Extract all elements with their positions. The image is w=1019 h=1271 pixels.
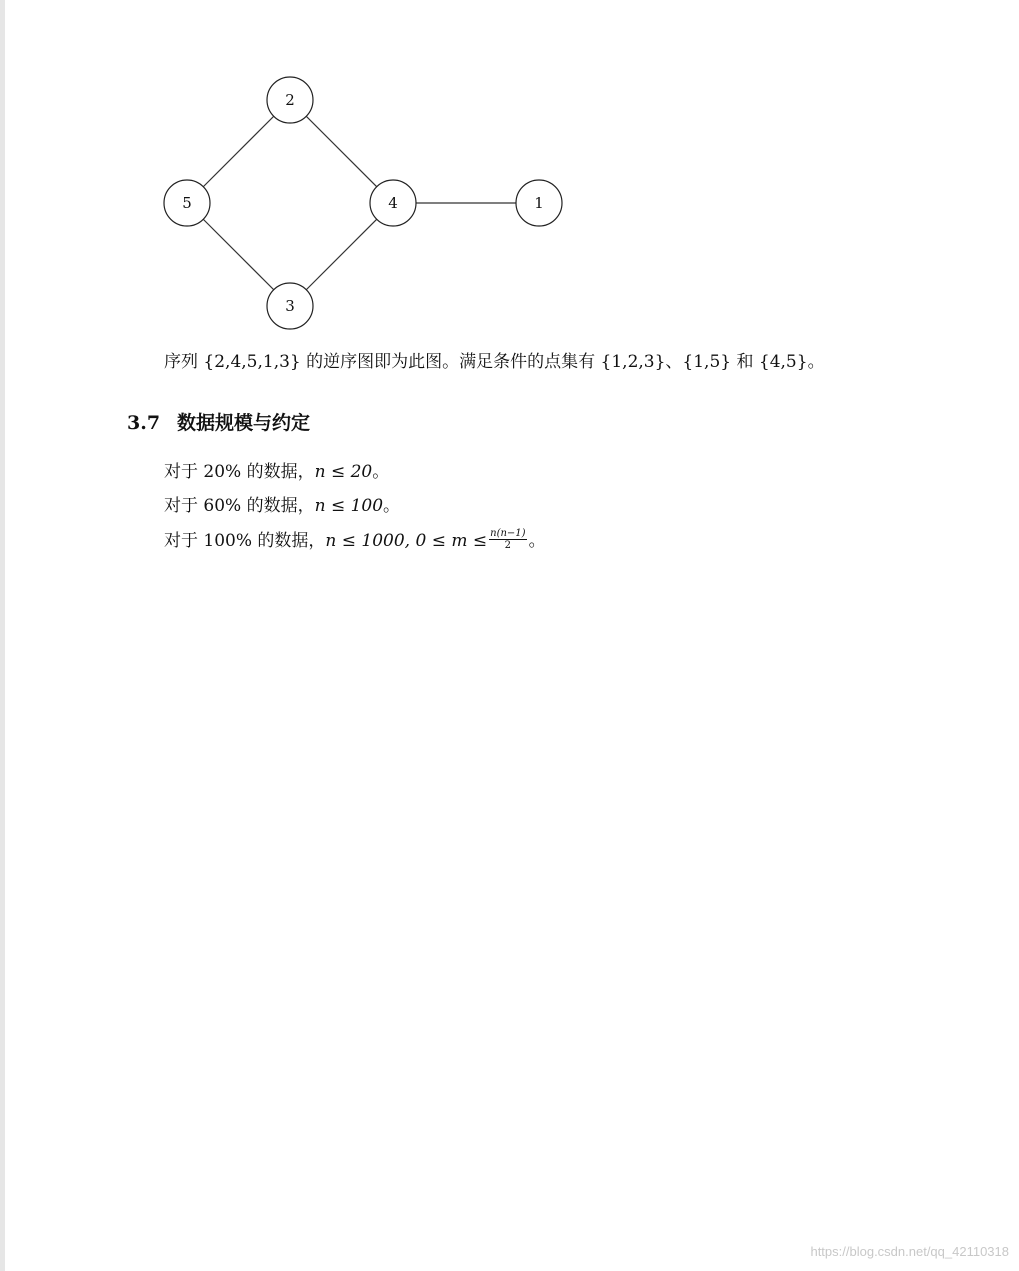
node-label: 2	[285, 91, 295, 109]
constraint-math: n ≤ 1000, 0 ≤ m ≤	[325, 531, 488, 551]
constraint-prefix: 对于 20% 的数据，	[164, 462, 315, 482]
constraint-suffix: 。	[528, 531, 546, 551]
constraint-math: n ≤ 100	[314, 496, 384, 516]
figure-caption: 序列 {2,4,5,1,3} 的逆序图即为此图。满足条件的点集有 {1,2,3}、{1,5} 和 {4,5}。	[164, 352, 825, 372]
constraint-line	[164, 457, 389, 482]
constraint-prefix: 对于 60% 的数据，	[164, 496, 315, 516]
node-label: 4	[388, 194, 398, 212]
fraction-numerator: n(n−1)	[490, 528, 526, 539]
section-heading	[127, 408, 310, 435]
graph-diagram	[0, 0, 600, 340]
constraint-line	[164, 526, 546, 553]
constraint-suffix: 。	[383, 496, 401, 516]
node-4	[370, 180, 416, 226]
section-title: 数据规模与约定	[177, 412, 311, 434]
node-label: 1	[534, 194, 544, 212]
constraint-prefix: 对于 100% 的数据，	[164, 531, 326, 551]
constraint-suffix: 。	[372, 462, 390, 482]
node-3	[267, 283, 313, 329]
watermark: https://blog.csdn.net/qq_42110318	[810, 1244, 1009, 1259]
fraction	[489, 528, 526, 551]
node-label: 3	[285, 297, 295, 315]
fraction-denominator: 2	[504, 540, 512, 551]
constraint-math: n ≤ 20	[314, 462, 373, 482]
node-label: 5	[182, 194, 192, 212]
node-1	[516, 180, 562, 226]
node-5	[164, 180, 210, 226]
section-number: 3.7	[127, 412, 161, 434]
constraint-line	[164, 491, 400, 516]
node-2	[267, 77, 313, 123]
